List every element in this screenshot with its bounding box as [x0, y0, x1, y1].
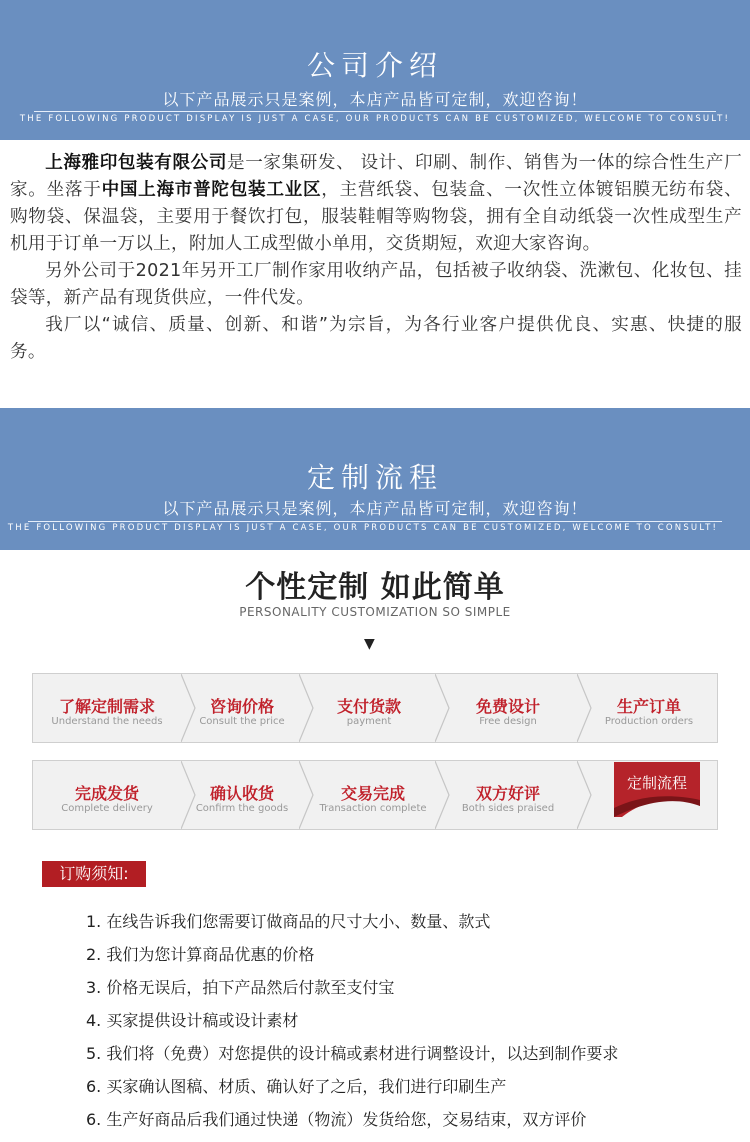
step-english: payment [346, 716, 392, 727]
intro-text: ，主营纸袋、包装盒、一次性立体镀铝膜无纺布袋、购物袋、保温袋，主要用于餐饮打包，服装鞋帽等购物袋，拥有全自动纸袋一次性成型生产机用于订单一万以上，附加人工成型做小单用，交货期短，欢迎大家咨询。 [10, 180, 742, 254]
divider [28, 521, 722, 522]
step-label: 免费设计 [475, 697, 540, 716]
step-both-praised [439, 761, 577, 829]
banner-title: 公司介绍 [306, 49, 443, 82]
step-understand-needs [33, 674, 181, 742]
company-location: 中国上海市普陀包装工业区 [101, 180, 322, 200]
intro-paragraph-3: 我厂以“诚信、质量、创新、和谐”为宗旨，为各行业客户提供优良、实惠、快捷的服务。 [10, 315, 742, 362]
process-steps-row-1 [32, 673, 718, 743]
list-item: 6. 生产好商品后我们通过快递（物流）发货给您，交易结束，双方评价 [86, 1110, 587, 1129]
list-item: 5. 我们将（免费）对您提供的设计稿或素材进行调整设计，以达到制作要求 [86, 1044, 619, 1063]
list-item: 4. 买家提供设计稿或设计素材 [86, 1011, 299, 1030]
company-name: 上海雅印包装有限公司 [45, 153, 228, 173]
step-free-design [439, 674, 577, 742]
intro-paragraph-1 [10, 150, 742, 258]
step-label: 完成发货 [74, 784, 139, 803]
step-label: 咨询价格 [209, 697, 274, 716]
banner-subtitle: 以下产品展示只是案例，本店产品皆可定制，欢迎咨询！ [162, 90, 588, 109]
slogan-title: 个性定制 如此简单 [245, 570, 505, 605]
banner-english: THE FOLLOWING PRODUCT DISPLAY IS JUST A CASE, OUR PRODUCTS CAN BE CUSTOMIZED, WELCOME TO CONSULT! [19, 114, 731, 124]
down-arrow-icon: ▼ [364, 636, 375, 652]
order-notice-list [86, 908, 736, 1139]
slogan-english: PERSONALITY CUSTOMIZATION SO SIMPLE [239, 605, 511, 619]
list-item: 3. 价格无误后，拍下产品然后付款至支付宝 [86, 978, 395, 997]
step-label: 生产订单 [616, 697, 681, 716]
step-english: Free design [479, 716, 537, 727]
process-tag-label: 定制流程 [626, 774, 687, 792]
step-english: Understand the needs [51, 716, 163, 727]
step-transaction-complete [305, 761, 441, 829]
step-label: 双方好评 [475, 784, 540, 803]
step-payment [301, 674, 437, 742]
banner-subtitle: 以下产品展示只是案例，本店产品皆可定制，欢迎咨询！ [162, 499, 588, 518]
company-intro-text [10, 150, 742, 366]
step-confirm-goods [183, 761, 301, 829]
step-english: Confirm the goods [195, 803, 289, 814]
step-production-orders [581, 674, 717, 742]
banner-title: 定制流程 [306, 461, 443, 494]
list-item: 1. 在线告诉我们您需要订做商品的尺寸大小、数量、款式 [86, 912, 491, 931]
list-item: 6. 买家确认图稿、材质、确认好了之后，我们进行印刷生产 [86, 1077, 507, 1096]
step-english: Consult the price [199, 716, 285, 727]
banner-english: THE FOLLOWING PRODUCT DISPLAY IS JUST A CASE, OUR PRODUCTS CAN BE CUSTOMIZED, WELCOME TO CONSULT! [7, 523, 719, 533]
chevron-separator-icon [577, 761, 595, 829]
intro-paragraph-2: 另外公司于2021年另开工厂制作家用收纳产品，包括被子收纳袋、洗漱包、化妆包、挂袋等，新产品有现货供应，一件代发。 [10, 261, 742, 308]
custom-process-banner [0, 408, 750, 550]
step-label: 了解定制需求 [58, 697, 155, 716]
step-label: 支付货款 [336, 697, 401, 716]
company-intro-banner [0, 0, 750, 140]
step-label: 交易完成 [340, 784, 405, 803]
step-english: Both sides praised [461, 803, 555, 814]
step-english: Transaction complete [319, 803, 427, 814]
step-english: Production orders [604, 716, 694, 727]
intro-text: 是一家集研发、 设计、印刷、制作、销售为一体的综合性生产厂家。坐落于 [10, 153, 742, 200]
list-item: 2. 我们为您计算商品优惠的价格 [86, 945, 315, 964]
step-complete-delivery [33, 761, 181, 829]
step-english: Complete delivery [61, 803, 153, 814]
step-consult-price [183, 674, 301, 742]
step-label: 确认收货 [209, 784, 274, 803]
order-notice-badge: 订购须知: [42, 861, 146, 887]
divider [34, 111, 716, 112]
